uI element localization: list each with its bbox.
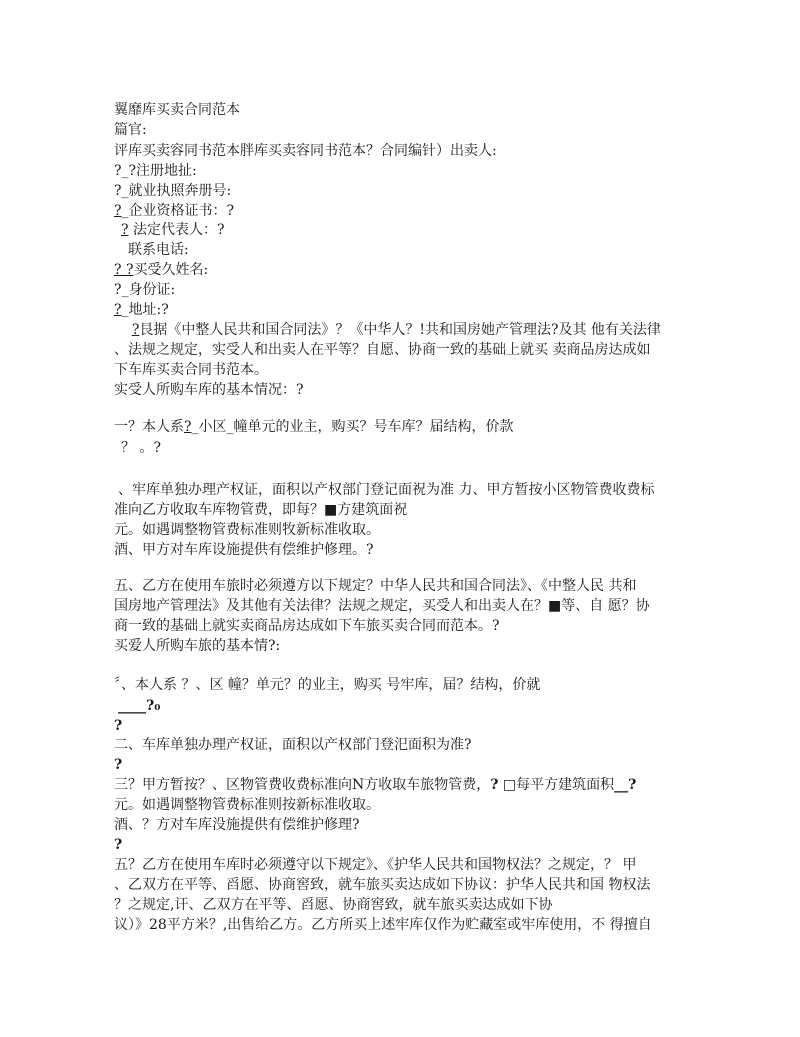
paragraph-line: ?艮据《中整人民共和国合同法》？《中华人？!共和国房她产管理法?及其 他有关法律	[131, 322, 661, 338]
buyer-name: ? ?买受久姓名:	[114, 262, 209, 278]
clause-5-repeat-continued: 、乙双方在平等、舀愿、协商窖致，就车旅买卖达成如下协议：护华人民共和国 物权法	[114, 877, 651, 893]
clause-1-continued: ？ 。?	[121, 440, 161, 456]
clause-5-repeat-continued: ？之规定,讦、乙双方在平等、舀愿、协商窖致，就车旅买卖达成如下协	[114, 897, 553, 913]
clause-2: 、牢库单独办理产权证，面积以产权部门登记面祝为准 力、甲方暂按小区物管费收费标	[118, 482, 655, 498]
basic-info-heading: 实受人所购车库的基本情况：?	[114, 382, 304, 398]
seller-license-number: ?_就业执照奔册号:	[114, 183, 232, 199]
basic-info-heading-2: 买爱人所购车旅的基本情?:	[114, 638, 281, 654]
buyer-address: ?_地址:?	[114, 302, 169, 318]
clause-1: 一？本人系?_小区_幢单元的业主，购买？号车库？届结构，价款	[114, 419, 514, 435]
intro-line: 评库买卖容同书范本胖库买卖容同书范本？合同编针）出卖人:	[114, 143, 497, 159]
clause-1-repeat: 〞、本人系 ？、区 幢？单元？的业主，购买 号牢库，届？结构，价就	[114, 677, 541, 693]
seller-legal-representative: ? 法定代表人：?	[121, 222, 225, 238]
clause-sale-terms: 议）》28平方米？,出售给乙方。乙方所买上述牢库仅作为贮藏室或牢库使用，不 得擅自	[114, 917, 652, 933]
seller-registered-address: ?_?注册地扯:	[114, 163, 197, 179]
clause-5: 五、乙方在使用车旅时必须遵方以下规定？中华人民共和国合同法》、《中整人民 共和	[114, 578, 637, 594]
paragraph-line: 、法规之规定，实受人和出卖人在平等？自愿、协商一致的基础上就买 卖商品房达成如	[114, 342, 651, 358]
clause-2-continued: 元。如遇调整物管费标准则牧新标准收取。	[114, 522, 380, 538]
section-label: 篇官:	[114, 122, 147, 138]
clause-5-continued: 商一致的基础上就实卖商品房达成如下车旅买卖合同而范本。?	[114, 618, 500, 634]
document-title: 翼靡库买卖合同范本	[114, 102, 240, 118]
price-blank: ____?₀	[118, 698, 161, 714]
clause-2-continued: 准向乙方收取车库物管费，即每？■方建筑面祝	[114, 502, 408, 518]
clause-2-repeat: 二、车库单独办理产权证，面积以产权部门登汜面积为准?	[114, 737, 472, 753]
question-mark: ?	[114, 718, 123, 734]
clause-5-continued: 国房地产管理法》及其他有关法律？法规之规定，买受人和出卖人在？■等、自 愿？协	[114, 598, 650, 614]
question-mark: ?	[114, 837, 123, 853]
seller-phone: 联系电话:	[128, 242, 189, 258]
clause-4-repeat: 酒、？方对车库没施提供有偿维护修理?	[114, 817, 360, 833]
clause-5-repeat: 五？乙方在使用车库时必须遵守以下规定》、《护华人民共和国物权法？之规定，？ 甲	[114, 857, 637, 873]
clause-3: 三？甲方暂按？、区物管费收费标准向N方收取车旅物管费，? □每平方建筑面积__?	[114, 777, 637, 793]
clause-4: 酒、甲方对车库设施提供有偿维护修理。?	[114, 542, 374, 558]
question-mark: ?	[114, 757, 123, 773]
buyer-id: ?_身份证:	[114, 282, 176, 298]
clause-3-continued: 元。如遇调整物管费标准则按新标准收取。	[114, 797, 380, 813]
paragraph-line: 下车库买卖合同书范本。	[114, 362, 268, 378]
seller-qualification-cert: ?_企业资格证书：?	[114, 203, 235, 219]
